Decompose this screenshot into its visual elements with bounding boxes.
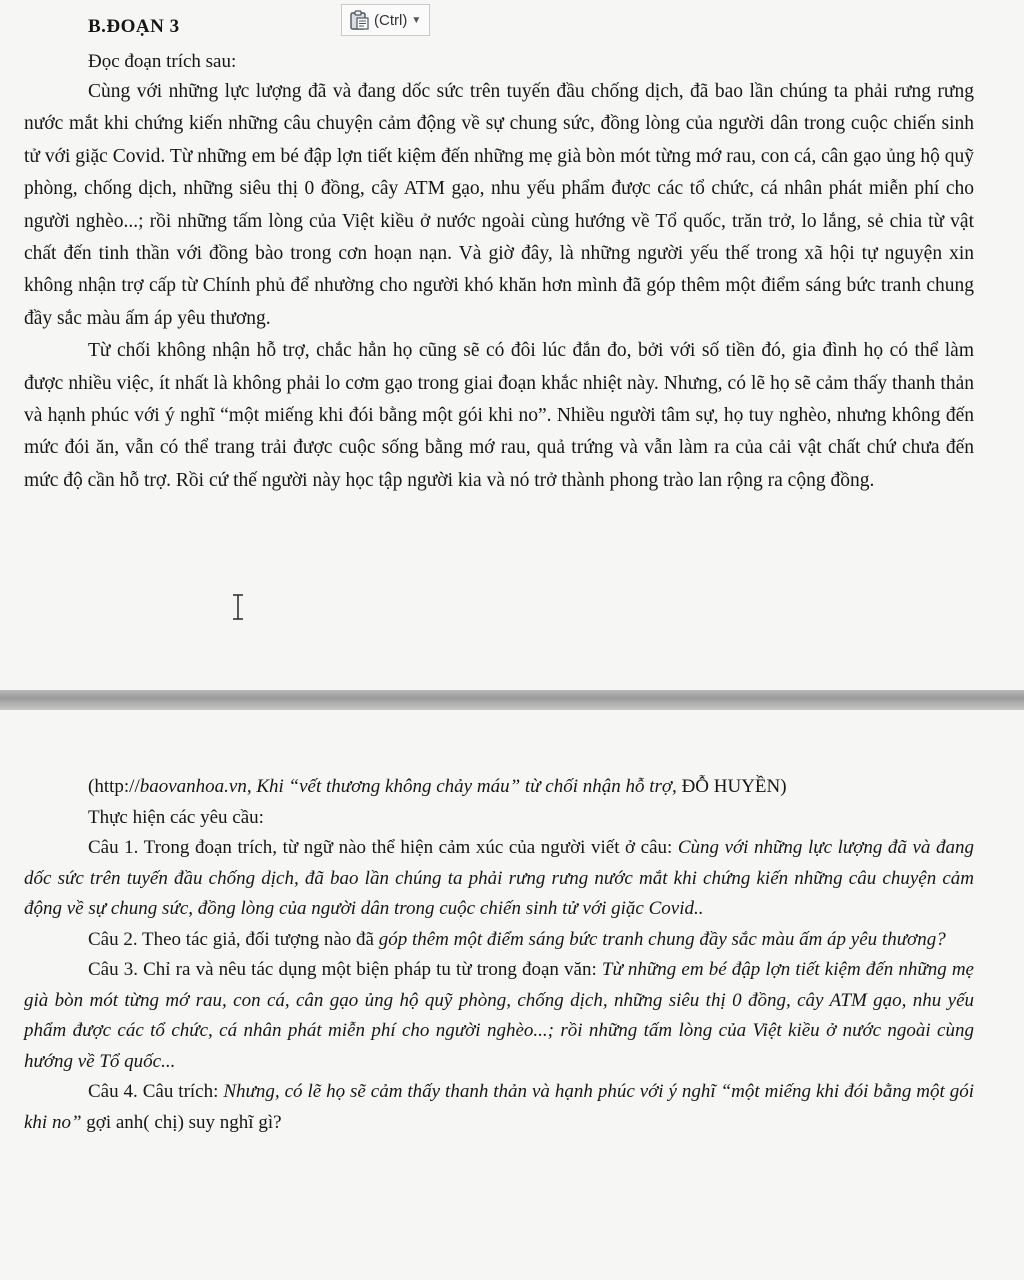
question-quote: Từ những em bé đập lợn tiết kiệm đến những mẹ già bòn mót từng mớ rau, con cá, cân gạo ủng hộ quỹ phòng, chống dịch, những siêu thị 0 đồng, cây ATM gạo, nhu yếu phẩm được các tổ chức, cá nhân phát miễn phí cho người nghèo...; rồi những tấm lòng của Việt kiều ở nước ngoài cùng hướng về Tổ quốc...	[24, 959, 974, 1072]
question-number: Câu 1.	[88, 837, 139, 858]
question-quote: Cùng với những lực lượng đã và đang dốc sức trên tuyến đầu chống dịch, đã bao lần chúng ta phải rưng rưng nước mắt khi chứng kiến những câu chuyện cảm động về sự chung sức, đồng lòng của người dân trong cuộc chiến sinh tử với giặc Covid..	[24, 837, 974, 919]
question-prompt: Trong đoạn trích, từ ngữ nào thể hiện cảm xúc của người viết ở câu:	[138, 837, 678, 858]
section-title: B.ĐOẠN 3	[88, 16, 180, 37]
question-prompt: Câu trích:	[137, 1081, 224, 1102]
question-suffix: gợi anh( chị) suy nghĩ gì?	[81, 1111, 282, 1133]
question-quote: Nhưng, có lẽ họ sẽ cảm thấy thanh thản và hạnh phúc với ý nghĩ “một miếng khi đói bằng một gói khi no”	[24, 1081, 975, 1133]
question-3	[24, 955, 974, 1077]
question-quote: góp thêm một điểm sáng bức tranh chung đầy sắc màu ấm áp yêu thương?	[378, 928, 946, 950]
clipboard-icon	[348, 9, 370, 31]
question-2	[24, 925, 974, 956]
text-cursor-icon	[230, 592, 246, 622]
source-title: baovanhoa.vn, Khi “vết thương không chảy máu” từ chối nhận hỗ trợ,	[139, 776, 677, 797]
caret-down-icon: ▼	[411, 14, 422, 26]
questions-section	[24, 772, 974, 1138]
paste-options-label: (Ctrl)	[374, 11, 408, 29]
passage-paragraph-1: Cùng với những lực lượng đã và đang dốc sức trên tuyến đầu chống dịch, đã bao lần chúng ta phải rưng rưng nước mắt khi chứng kiến những câu chuyện cảm động về sự chung sức, đồng lòng của người dân trong cuộc chiến sinh tử với giặc Covid. Từ những em bé đập lợn tiết kiệm đến những mẹ già bòn mót từng mớ rau, con cá, cân gạo ủng hộ quỹ phòng, chống dịch, những siêu thị 0 đồng, cây ATM gạo, nhu yếu phẩm được các tổ chức, cá nhân phát miễn phí cho người nghèo...; rồi những tấm lòng của Việt kiều ở nước ngoài cùng hướng về Tổ quốc, trăn trở, lo lắng, sẻ chia từ vật chất đến tinh thần với đồng bào trong cơn hoạn nạn. Và giờ đây, là những người yếu thế trong xã hội tự nguyện xin không nhận trợ cấp từ Chính phủ để nhường cho người khó khăn hơn mình đã góp thêm một điểm sáng bức tranh chung đầy sắc màu ấm áp yêu thương.	[24, 81, 974, 329]
question-prompt: Chỉ ra và nêu tác dụng một biện pháp tu từ trong đoạn văn:	[137, 959, 602, 980]
page-break-gap	[0, 690, 1024, 710]
question-number: Câu 3.	[88, 959, 138, 980]
task-label: Thực hiện các yêu cầu:	[88, 806, 264, 828]
question-number: Câu 2.	[88, 928, 138, 950]
source-prefix: (http://	[88, 776, 140, 797]
source-citation	[24, 772, 974, 803]
source-author: ĐỖ HUYỀN)	[676, 776, 787, 797]
question-number: Câu 4.	[88, 1081, 138, 1102]
passage-intro: Đọc đoạn trích sau:	[88, 51, 237, 72]
question-4	[24, 1077, 974, 1138]
question-1	[24, 833, 974, 925]
passage-body	[24, 76, 974, 497]
question-prompt: Theo tác giả, đối tượng nào đã	[137, 928, 379, 950]
paste-options-button[interactable]	[341, 4, 430, 36]
passage-paragraph-2: Từ chối không nhận hỗ trợ, chắc hẳn họ cũng sẽ có đôi lúc đắn đo, bởi với số tiền đó, gia đình họ có thể làm được nhiều việc, ít nhất là không phải lo cơm gạo trong giai đoạn khắc nhiệt này. Nhưng, có lẽ họ sẽ cảm thấy thanh thản và hạnh phúc với ý nghĩ “một miếng khi đói bằng một gói khi no”. Nhiều người tâm sự, họ tuy nghèo, nhưng không đến mức đói ăn, vẫn có thể trang trải được cuộc sống bằng mớ rau, quả trứng và vẫn làm ra của cải vật chất chứ chưa đến mức độ cần hỗ trợ. Rồi cứ thế người này học tập người kia và nó trở thành phong trào lan rộng ra cộng đồng.	[24, 340, 974, 491]
